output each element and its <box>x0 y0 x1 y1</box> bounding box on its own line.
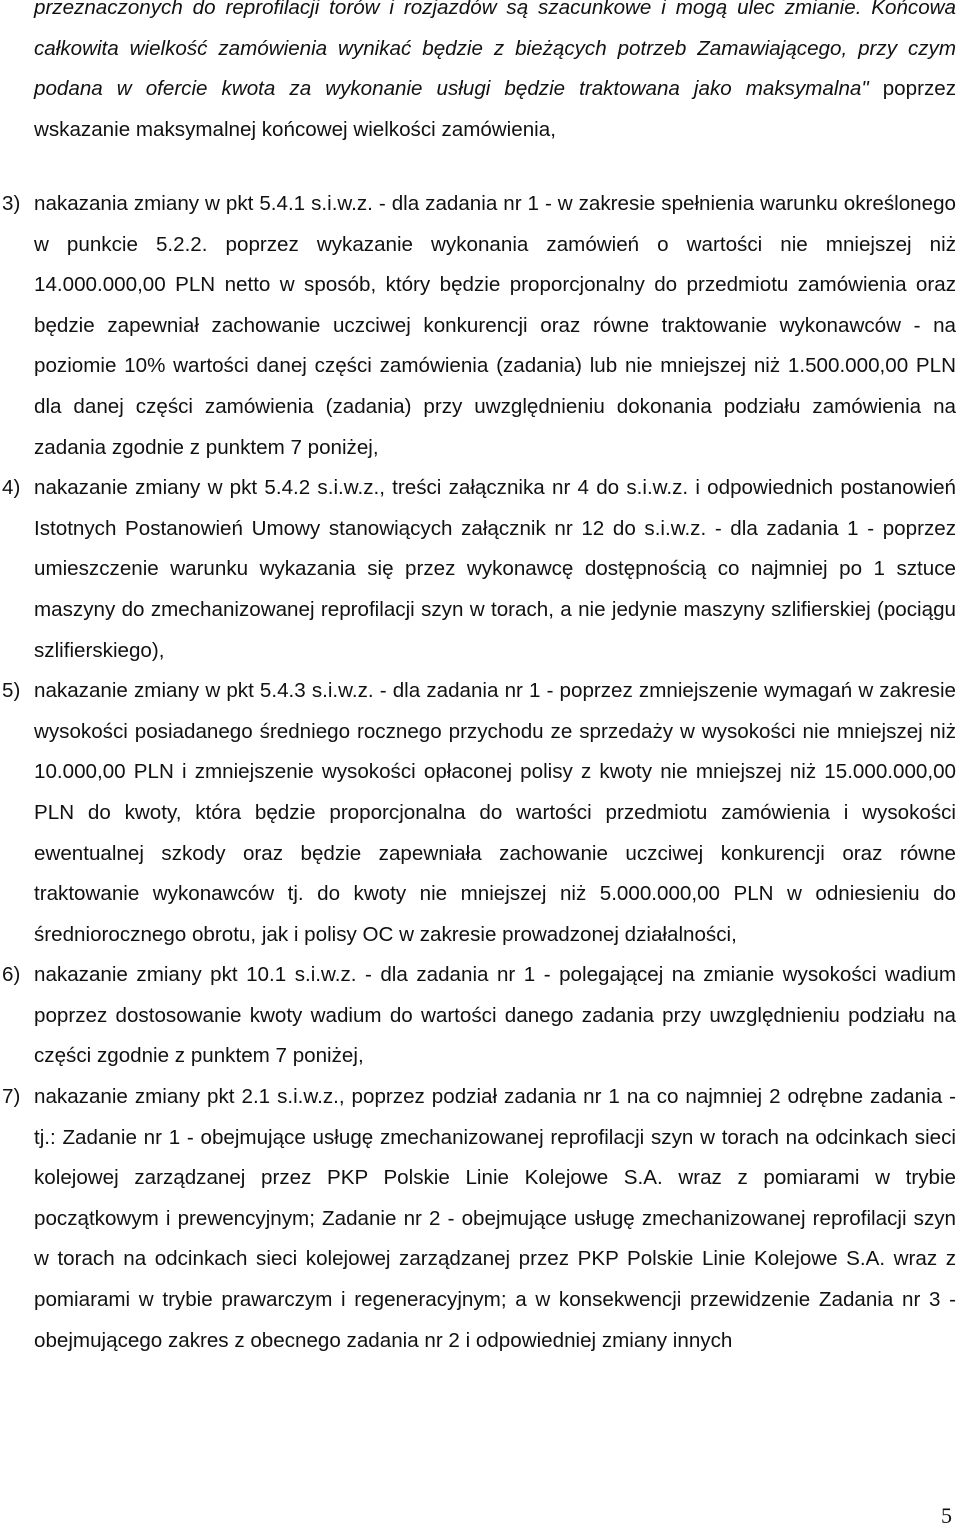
list-item-7 <box>0 1077 956 1361</box>
item-text: nakazanie zmiany pkt 2.1 s.i.w.z., poprzez podział zadania nr 1 na co najmniej 2 odrębne zadania - tj.: Zadanie nr 1 - obejmujące usługę zmechanizowanej reprofilacji szyn w torach na odcinkach sieci kolejowej zarządzanej przez PKP Polskie Linie Kolejowe S.A. wraz z pomiarami w trybie początkowym i prewencyjnym; Zadanie nr 2 - obejmujące usługę zmechanizowanej reprofilacji szyn w torach na odcinkach sieci kolejowej zarządzanej przez PKP Polskie Linie Kolejowe S.A. wraz z pomiarami w trybie prawarczym i regeneracyjnym; a w konsekwencji przewidzenie Zadania nr 3 - obejmującego zakres z obecnego zadania nr 2 i odpowiedniej zmiany innych <box>34 1085 956 1352</box>
item-text: nakazanie zmiany pkt 10.1 s.i.w.z. - dla zadania nr 1 - polegającej na zmianie wysokości wadium poprzez dostosowanie kwoty wadium do wartości danego zadania przy uwzględnieniu podziału na części zgodnie z punktem 7 poniżej, <box>34 963 956 1068</box>
intro-paragraph <box>34 0 956 150</box>
page-number: 5 <box>941 1503 952 1528</box>
list-item-5 <box>0 671 956 955</box>
item-text: nakazanie zmiany w pkt 5.4.2 s.i.w.z., treści załącznika nr 4 do s.i.w.z. i odpowiednich postanowień Istotnych Postanowień Umowy stanowiących załącznik nr 12 do s.i.w.z. - dla zadania 1 - poprzez umieszczenie warunku wykazania się przez wykonawcę dostępnością co najmniej po 1 sztuce maszyny do zmechanizowanej reprofilacji szyn w torach, a nie jedynie maszyny szlifierskiej (pociągu szlifierskiego), <box>34 476 956 662</box>
intro-italic-text: przeznaczonych do reprofilacji torów i rozjazdów są szacunkowe i mogą ulec zmianie. Końcowa całkowita wielkość zamówienia wynikać będzie z bieżących potrzeb Zamawiającego, przy czym podana w ofercie kwota za wykonanie usługi będzie traktowana jako maksymalna" <box>34 0 956 101</box>
item-text: nakazanie zmiany w pkt 5.4.3 s.i.w.z. - dla zadania nr 1 - poprzez zmniejszenie wymagań w zakresie wysokości posiadanego średniego rocznego przychodu ze sprzedaży w wysokości nie mniejszej niż 10.000,00 PLN i zmniejszenie wysokości opłaconej polisy z kwoty nie mniejszej niż 15.000.000,00 PLN do kwoty, która będzie proporcjonalna do wartości przedmiotu zamówienia i wysokości ewentualnej szkody oraz będzie zapewniała zachowanie uczciwej konkurencji oraz równe traktowanie wykonawców tj. do kwoty nie mniejszej niż 5.000.000,00 PLN w odniesieniu do średniorocznego obrotu, jak i polisy OC w zakresie prowadzonej działalności, <box>34 679 956 946</box>
amendment-list <box>0 184 960 1361</box>
item-number: 6) <box>2 963 21 987</box>
list-item-4 <box>0 468 956 671</box>
item-number: 7) <box>2 1085 21 1109</box>
intro-normal-text: poprzez wskazanie maksymalnej końcowej wielkości zamówienia, <box>34 77 956 141</box>
item-text: nakazania zmiany w pkt 5.4.1 s.i.w.z. - dla zadania nr 1 - w zakresie spełnienia warunku określonego w punkcie 5.2.2. poprzez wykazanie wykonania zamówień o wartości nie mniejszej niż 14.000.000,00 PLN netto w sposób, który będzie proporcjonalny do przedmiotu zamówienia oraz będzie zapewniał zachowanie uczciwej konkurencji oraz równe traktowanie wykonawców - na poziomie 10% wartości danej części zamówienia (zadania) lub nie mniejszej niż 1.500.000,00 PLN dla danej części zamówienia (zadania) przy uwzględnieniu dokonania podziału zamówienia na zadania zgodnie z punktem 7 poniżej, <box>34 192 956 459</box>
item-number: 4) <box>2 476 21 500</box>
list-item-3 <box>0 184 956 468</box>
item-number: 5) <box>2 679 21 703</box>
list-item-6 <box>0 955 956 1077</box>
item-number: 3) <box>2 192 21 215</box>
